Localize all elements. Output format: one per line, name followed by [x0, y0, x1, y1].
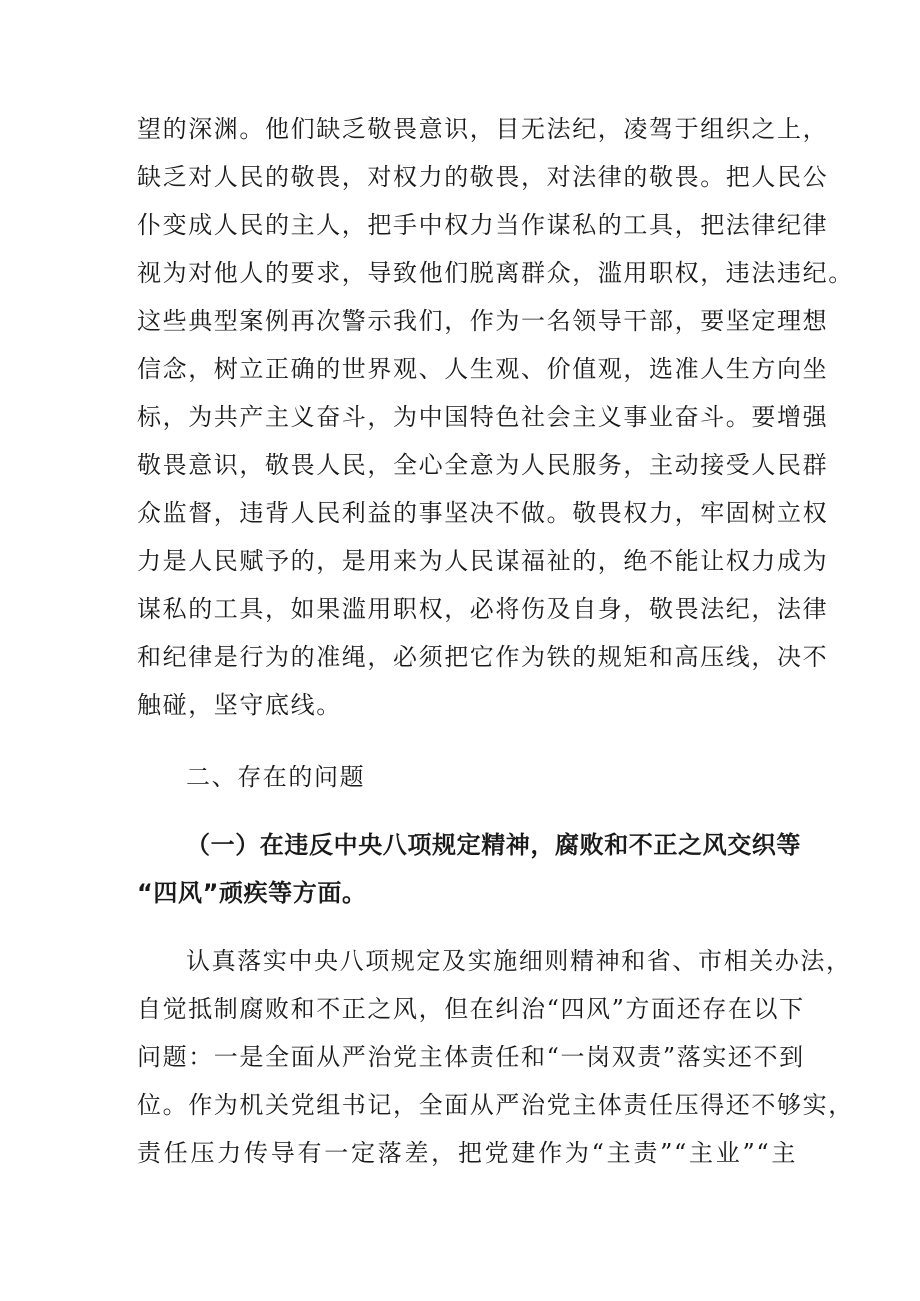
section-heading: 二、存在的问题 [186, 763, 366, 791]
paragraph-line: 自觉抵制腐败和不正之风，但在纠治“四风”方面还存在以下 [137, 995, 805, 1023]
paragraph-line: 标，为共产主义奋斗，为中国特色社会主义事业奋斗。要增强 [137, 403, 829, 431]
paragraph-line: 责任压力传导有一定落差，把党建作为“主责”“主业”“主 [137, 1139, 797, 1167]
paragraph-line: 敬畏意识，敬畏人民，全心全意为人民服务，主动接受人民群 [137, 451, 829, 479]
paragraph-line: 和纪律是行为的准绳，必须把它作为铁的规矩和高压线，决不 [137, 643, 829, 671]
paragraph-line: 问题：一是全面从严治党主体责任和“一岗双责”落实还不到 [137, 1043, 805, 1071]
subheading-line-1: （一）在违反中央八项规定精神，腐败和不正之风交织等 [186, 831, 801, 859]
paragraph-line: 仆变成人民的主人，把手中权力当作谋私的工具，把法律纪律 [137, 211, 829, 239]
paragraph-line: 望的深渊。他们缺乏敬畏意识，目无法纪，凌驾于组织之上， [137, 115, 829, 143]
paragraph-line: 信念，树立正确的世界观、人生观、价值观，选准人生方向坐 [137, 355, 829, 383]
paragraph-line: 视为对他人的要求，导致他们脱离群众，滥用职权，违法违纪。 [137, 259, 854, 287]
subheading-line-2: “四风”顽疾等方面。 [137, 879, 367, 907]
paragraph-line: 缺乏对人民的敬畏，对权力的敬畏，对法律的敬畏。把人民公 [137, 163, 829, 191]
paragraph-line: 谋私的工具，如果滥用职权，必将伤及自身，敬畏法纪，法律 [137, 595, 829, 623]
paragraph-line: 众监督，违背人民利益的事坚决不做。敬畏权力，牢固树立权 [137, 499, 829, 527]
paragraph-line: 位。作为机关党组书记，全面从严治党主体责任压得还不够实， [137, 1091, 854, 1119]
paragraph-line: 触碰，坚守底线。 [137, 691, 342, 719]
paragraph-line: 认真落实中央八项规定及实施细则精神和省、市相关办法， [186, 947, 852, 975]
paragraph-line: 力是人民赋予的，是用来为人民谋福祉的，绝不能让权力成为 [137, 547, 829, 575]
paragraph-line: 这些典型案例再次警示我们，作为一名领导干部，要坚定理想 [137, 307, 829, 335]
